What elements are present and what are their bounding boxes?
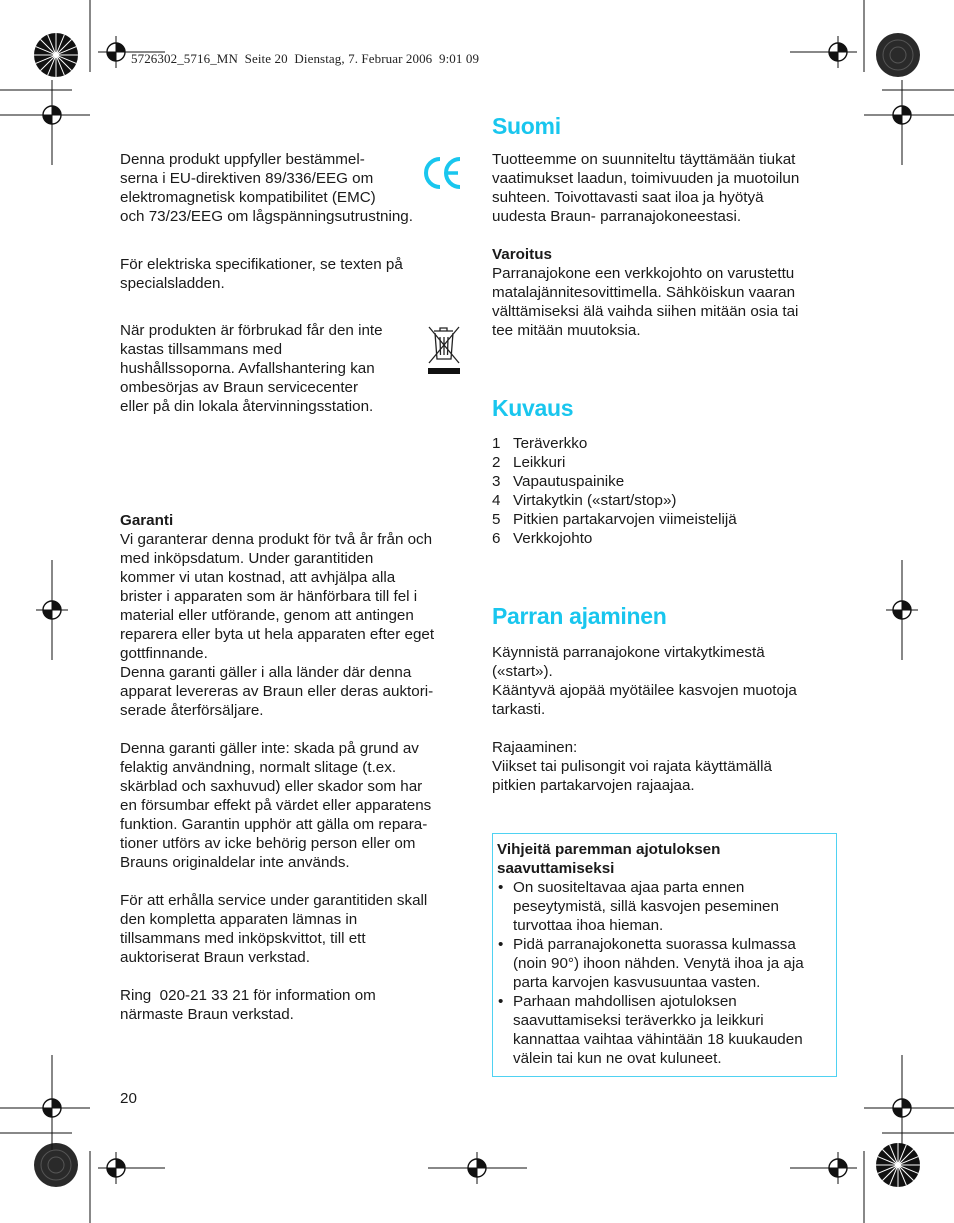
text-line: pitkien partakarvojen rajaajaa.: [492, 777, 695, 794]
text-line: turvottaa ihoa hieman.: [513, 917, 664, 934]
text-line: elektromagnetisk kompatibilitet (EMC): [120, 189, 376, 206]
text-line: en försumbar effekt på värdet eller apparatens: [120, 797, 432, 814]
text-line: saavuttamiseksi teräverkko ja leikkuri: [513, 1012, 764, 1029]
tips-title-line: saavuttamiseksi: [497, 860, 615, 877]
parts-list: [492, 434, 842, 548]
text-line: skärblad och saxhuvud) eller skador som har: [120, 778, 423, 795]
list-item-label: Verkkojohto: [513, 530, 593, 547]
text-line: den kompletta apparaten lämnas in: [120, 911, 358, 928]
text-line: Brauns originaldelar inte används.: [120, 854, 350, 871]
text-line: («start»).: [492, 663, 553, 680]
list-item: [492, 434, 842, 453]
list-item: [492, 529, 842, 548]
ce-mark-icon: [422, 156, 464, 190]
warranty-title: Garanti: [120, 512, 174, 529]
print-slug: 5726302_5716_MN Seite 20 Dienstag, 7. Februar 2006 9:01 09: [131, 51, 480, 66]
specification-text: [120, 255, 460, 293]
text-line: När produkten är förbrukad får den inte: [120, 322, 383, 339]
text-line: välein tai kun ne ovat kuluneet.: [513, 1050, 722, 1067]
text-line: närmaste Braun verkstad.: [120, 1006, 294, 1023]
text-line: ombesörjas av Braun servicecenter: [120, 379, 359, 396]
text-line: felaktig användning, normalt slitage (t.ex.: [120, 759, 397, 776]
text-line: vaatimukset laadun, toimivuuden ja muotoilun: [492, 170, 800, 187]
list-item-label: Pitkien partakarvojen viimeistelijä: [513, 511, 737, 528]
text-line: funktion. Garantin upphör att gälla om repara-: [120, 816, 428, 833]
text-line: Kääntyvä ajopää myötäilee kasvojen muotoja: [492, 682, 797, 699]
text-line: (noin 90°) ihoon nähden. Venytä ihoa ja aja: [513, 955, 804, 972]
text-line: On suositeltavaa ajaa parta ennen: [513, 879, 745, 896]
shaving-text: [492, 643, 842, 795]
list-item-label: Teräverkko: [513, 435, 588, 452]
list-item-label: Virtakytkin («start/stop»): [513, 492, 677, 509]
text-line: serade återförsäljare.: [120, 702, 264, 719]
text-line: brister i apparaten som är hänförbara till fel i: [120, 588, 418, 605]
list-item-number: 2: [492, 454, 501, 471]
text-line: Tuotteemme on suunniteltu täyttämään tiukat: [492, 151, 796, 168]
list-item-label: Leikkuri: [513, 454, 566, 471]
text-line: Denna produkt uppfyller bestämmel-: [120, 151, 365, 168]
text-line: reparera eller byta ut hela apparaten efter eget: [120, 626, 435, 643]
text-line: För elektriska specifikationer, se texten på: [120, 256, 403, 273]
text-line: Käynnistä parranajokone virtakytkimestä: [492, 644, 765, 661]
text-line: Viikset tai pulisongit voi rajata käyttämällä: [492, 758, 772, 775]
text-line: tarkasti.: [492, 701, 546, 718]
tip-item: [497, 992, 830, 1068]
text-line: välttämiseksi älä vaihda siihen mitään osia tai: [492, 303, 799, 320]
tip-item: [497, 878, 830, 935]
list-item-number: 1: [492, 435, 501, 452]
text-line: apparat levereras av Braun eller deras auktori-: [120, 683, 434, 700]
text-line: Pidä parranajokonetta suorassa kulmassa: [513, 936, 796, 953]
text-line: kastas tillsammans med: [120, 341, 283, 358]
kuvaus-heading: Kuvaus: [492, 395, 574, 421]
suomi-intro: [492, 150, 842, 226]
text-line: med inköpsdatum. Under garantitiden: [120, 550, 374, 567]
warranty-section: [120, 511, 465, 1024]
ce-compliance-text: [120, 150, 460, 226]
text-line: kommer vi utan kostnad, att avhjälpa alla: [120, 569, 396, 586]
list-item: [492, 510, 842, 529]
tips-box: [492, 833, 837, 1077]
bullet-icon: •: [498, 993, 504, 1010]
list-item-number: 6: [492, 530, 501, 547]
text-line: tioner utförs av icke behörig person eller om: [120, 835, 416, 852]
text-line: tee mitään muutoksia.: [492, 322, 641, 339]
text-line: gottfinnande.: [120, 645, 208, 662]
bullet-icon: •: [498, 879, 504, 896]
text-line: kannattaa vaihtaa vähintään 18 kuukauden: [513, 1031, 803, 1048]
text-line: och 73/23/EEG om lågspänningsutrustning.: [120, 208, 413, 225]
text-line: tillsammans med inköpskvittot, till ett: [120, 930, 366, 947]
list-item-number: 3: [492, 473, 501, 490]
text-line: Parhaan mahdollisen ajotuloksen: [513, 993, 737, 1010]
warning-section: [492, 245, 842, 340]
tip-item: [497, 935, 830, 992]
tips-title-line: Vihjeitä paremman ajotuloksen: [497, 841, 721, 858]
text-line: Ring 020-21 33 21 för information om: [120, 987, 376, 1004]
text-line: serna i EU-direktiven 89/336/EEG om: [120, 170, 374, 187]
list-item-label: Vapautuspainike: [513, 473, 625, 490]
text-line: Parranajokone een verkkojohto on varustettu: [492, 265, 795, 282]
list-item: [492, 453, 842, 472]
bullet-icon: •: [498, 936, 504, 953]
text-line: suhteen. Toivottavasti saat iloa ja hyötyä: [492, 189, 764, 206]
text-line: För att erhålla service under garantitiden skall: [120, 892, 428, 909]
text-line: material eller utförande, genom att antingen: [120, 607, 414, 624]
text-line: Rajaaminen:: [492, 739, 578, 756]
disposal-text: [120, 321, 420, 416]
text-line: specialsladden.: [120, 275, 225, 292]
text-line: matalajännitesovittimella. Sähköiskun vaaran: [492, 284, 796, 301]
text-line: Vi garanterar denna produkt för två år från och: [120, 531, 433, 548]
shaving-heading: Parran ajaminen: [492, 603, 667, 629]
text-line: Denna garanti gäller i alla länder där denna: [120, 664, 412, 681]
suomi-heading: Suomi: [492, 113, 561, 139]
text-line: peseytymistä, sillä kasvojen peseminen: [513, 898, 779, 915]
text-line: eller på din lokala återvinningsstation.: [120, 398, 374, 415]
page-number: 20: [120, 1090, 137, 1107]
warning-title: Varoitus: [492, 246, 552, 263]
list-item: [492, 472, 842, 491]
text-line: Denna garanti gäller inte: skada på grund av: [120, 740, 419, 757]
list-item-number: 4: [492, 492, 501, 509]
crossed-out-bin-icon: [426, 325, 462, 377]
text-line: auktoriserat Braun verkstad.: [120, 949, 310, 966]
list-item-number: 5: [492, 511, 501, 528]
text-line: parta karvojen kasvusuuntaa vasten.: [513, 974, 761, 991]
text-line: hushållssoporna. Avfallshantering kan: [120, 360, 375, 377]
list-item: [492, 491, 842, 510]
text-line: uudesta Braun- parranajokoneestasi.: [492, 208, 742, 225]
